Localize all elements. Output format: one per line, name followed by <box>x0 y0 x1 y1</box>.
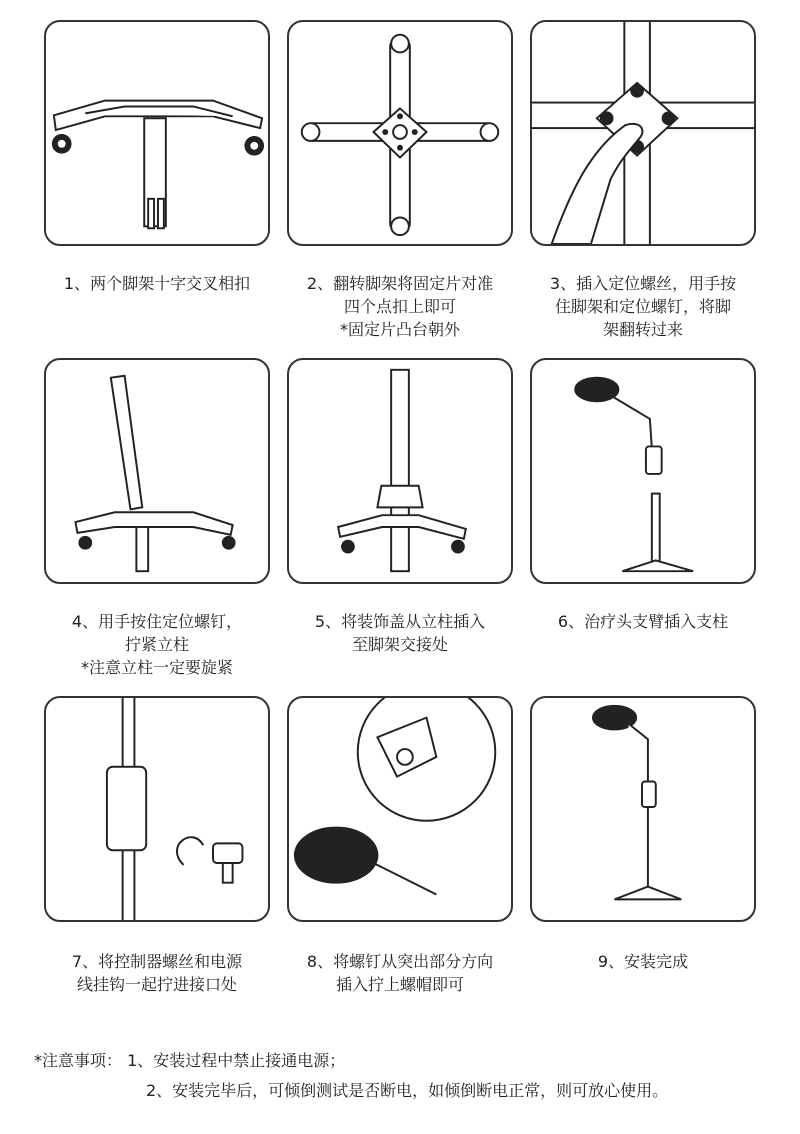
step-5-caption <box>275 610 525 656</box>
caption-line: 住脚架和定位螺钉，将脚 <box>554 297 731 316</box>
caption-line: 6、治疗头支臂插入支柱 <box>557 612 729 631</box>
arm-insertion-drawing <box>532 360 754 582</box>
caption-line: 四个点扣上即可 <box>343 297 456 316</box>
notes-item-2: 2、安装完毕后，可倾倒测试是否断电，如倾倒断电正常，则可放心使用。 <box>146 1081 669 1100</box>
step-3-illustration <box>530 20 756 246</box>
tighten-pole-drawing <box>46 360 268 582</box>
caption-line: 插入拧上螺帽即可 <box>335 975 464 994</box>
step-8-illustration <box>287 696 513 922</box>
controller-hook-drawing <box>46 698 268 920</box>
step-7-caption <box>32 950 282 996</box>
step-9-illustration <box>530 696 756 922</box>
caption-line: 5、将装饰盖从立柱插入 <box>314 612 486 631</box>
caption-line: 8、将螺钉从突出部分方向 <box>306 952 494 971</box>
step-1-illustration <box>44 20 270 246</box>
step-6-caption <box>518 610 768 633</box>
caption-line: 线挂钩一起拧进接口处 <box>76 975 237 994</box>
decorative-cover-drawing <box>289 360 511 582</box>
caption-line: 2、翻转脚架将固定片对准 <box>306 274 494 293</box>
caption-line: 9、安装完成 <box>597 952 689 971</box>
notes-label: *注意事项： <box>34 1051 123 1070</box>
base-flip-drawing <box>289 22 511 244</box>
step-4-caption <box>32 610 282 679</box>
caption-line: 拧紧立柱 <box>124 635 189 654</box>
caption-line: *注意立柱一定要旋紧 <box>80 658 233 677</box>
caption-line: 架翻转过来 <box>602 320 683 339</box>
step-9-caption <box>518 950 768 973</box>
insert-screw-drawing <box>532 22 754 244</box>
step-1-caption <box>32 272 282 295</box>
step-3-caption <box>518 272 768 341</box>
notes-section <box>34 1046 668 1106</box>
caption-line: 1、两个脚架十字交叉相扣 <box>63 274 251 293</box>
caption-line: 7、将控制器螺丝和电源 <box>71 952 243 971</box>
completed-lamp-drawing <box>532 698 754 920</box>
notes-row-2 <box>146 1076 668 1106</box>
notes-item-1: 1、安装过程中禁止接通电源； <box>127 1051 346 1070</box>
step-7-illustration <box>44 696 270 922</box>
caption-line: 至脚架交接处 <box>351 635 448 654</box>
screw-nut-drawing <box>289 698 511 920</box>
cross-base-assembly-drawing <box>46 22 268 244</box>
caption-line: *固定片凸台朝外 <box>339 320 460 339</box>
step-2-caption <box>275 272 525 341</box>
step-4-illustration <box>44 358 270 584</box>
step-6-illustration <box>530 358 756 584</box>
step-5-illustration <box>287 358 513 584</box>
notes-row-1 <box>34 1046 668 1076</box>
caption-line: 4、用手按住定位螺钉， <box>71 612 243 631</box>
caption-line: 3、插入定位螺丝，用手按 <box>549 274 737 293</box>
step-8-caption <box>275 950 525 996</box>
step-2-illustration <box>287 20 513 246</box>
